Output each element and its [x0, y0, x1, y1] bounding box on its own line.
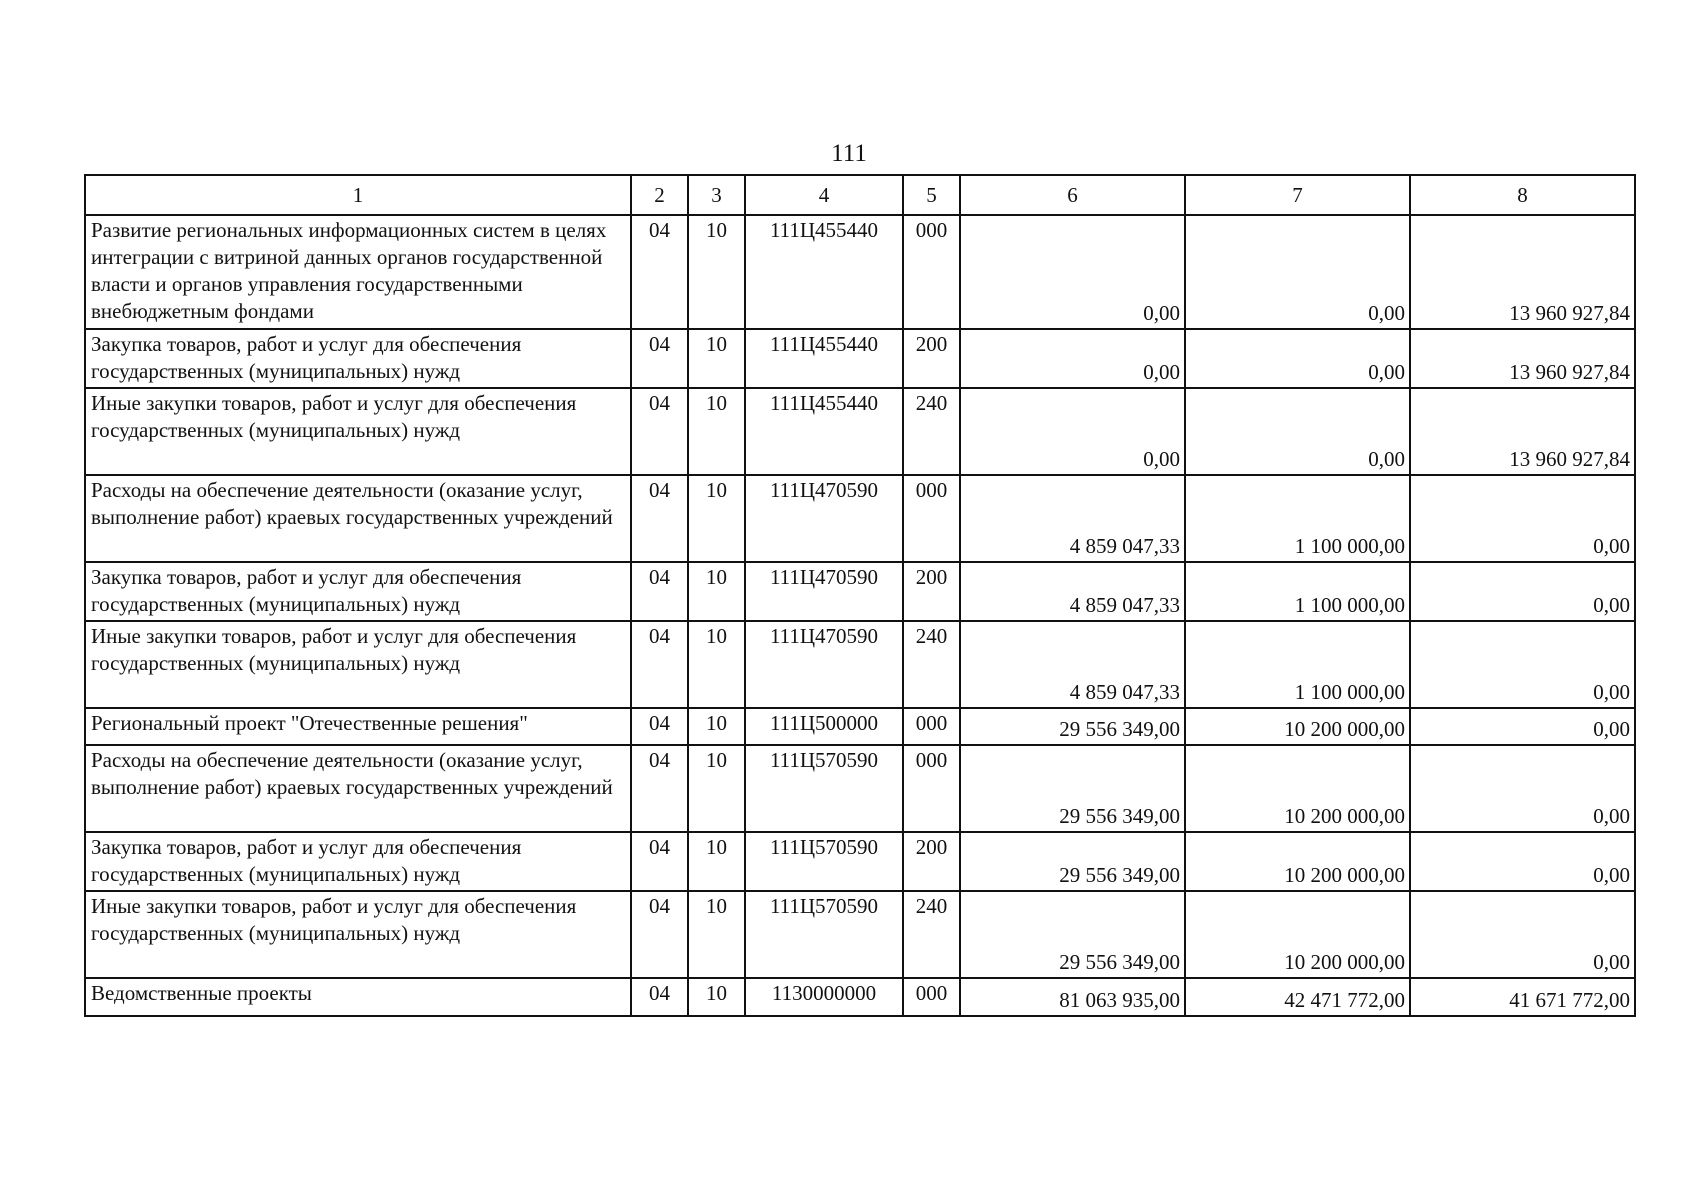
expense-name: Ведомственные проекты [85, 978, 631, 1016]
expense-name: Закупка товаров, работ и услуг для обеспечения государственных (муниципальных) нужд [85, 562, 631, 621]
subsection-code: 10 [688, 562, 745, 621]
amount-col-7: 10 200 000,00 [1185, 832, 1410, 891]
amount-col-6: 81 063 935,00 [960, 978, 1185, 1016]
table-row [85, 978, 1635, 1016]
amount-col-6: 0,00 [960, 329, 1185, 388]
amount-col-8: 0,00 [1410, 475, 1635, 562]
amount-col-8: 0,00 [1410, 891, 1635, 978]
budget-table [84, 174, 1636, 1017]
expense-type-code: 000 [903, 745, 960, 832]
target-article-code: 111Ц570590 [745, 745, 903, 832]
target-article-code: 111Ц470590 [745, 621, 903, 708]
column-number: 2 [631, 175, 688, 215]
table-row [85, 215, 1635, 329]
expense-type-code: 200 [903, 329, 960, 388]
target-article-code: 111Ц455440 [745, 388, 903, 475]
target-article-code: 1130000000 [745, 978, 903, 1016]
subsection-code: 10 [688, 475, 745, 562]
amount-col-8: 41 671 772,00 [1410, 978, 1635, 1016]
column-number: 5 [903, 175, 960, 215]
amount-col-7: 1 100 000,00 [1185, 621, 1410, 708]
amount-col-8: 13 960 927,84 [1410, 388, 1635, 475]
expense-type-code: 000 [903, 215, 960, 329]
expense-name: Расходы на обеспечение деятельности (оказание услуг, выполнение работ) краевых государственных учреждений [85, 745, 631, 832]
column-number: 6 [960, 175, 1185, 215]
section-code: 04 [631, 329, 688, 388]
table-row [85, 832, 1635, 891]
table-row [85, 329, 1635, 388]
amount-col-7: 42 471 772,00 [1185, 978, 1410, 1016]
target-article-code: 111Ц570590 [745, 832, 903, 891]
subsection-code: 10 [688, 745, 745, 832]
column-number: 4 [745, 175, 903, 215]
expense-type-code: 000 [903, 978, 960, 1016]
amount-col-8: 0,00 [1410, 621, 1635, 708]
section-code: 04 [631, 891, 688, 978]
subsection-code: 10 [688, 978, 745, 1016]
subsection-code: 10 [688, 215, 745, 329]
section-code: 04 [631, 832, 688, 891]
section-code: 04 [631, 388, 688, 475]
section-code: 04 [631, 215, 688, 329]
amount-col-6: 29 556 349,00 [960, 708, 1185, 745]
expense-type-code: 240 [903, 388, 960, 475]
expense-name: Иные закупки товаров, работ и услуг для обеспечения государственных (муниципальных) нужд [85, 891, 631, 978]
expense-type-code: 240 [903, 891, 960, 978]
amount-col-6: 29 556 349,00 [960, 745, 1185, 832]
subsection-code: 10 [688, 832, 745, 891]
amount-col-6: 0,00 [960, 215, 1185, 329]
amount-col-8: 0,00 [1410, 562, 1635, 621]
amount-col-6: 4 859 047,33 [960, 475, 1185, 562]
expense-name: Расходы на обеспечение деятельности (оказание услуг, выполнение работ) краевых государственных учреждений [85, 475, 631, 562]
table-row [85, 562, 1635, 621]
amount-col-6: 0,00 [960, 388, 1185, 475]
expense-name: Закупка товаров, работ и услуг для обеспечения государственных (муниципальных) нужд [85, 329, 631, 388]
subsection-code: 10 [688, 388, 745, 475]
target-article-code: 111Ц470590 [745, 562, 903, 621]
amount-col-8: 0,00 [1410, 745, 1635, 832]
table-row [85, 475, 1635, 562]
expense-name: Развитие региональных информационных систем в целях интеграции с витриной данных органов государственной власти и органов управления государственными внебюджетным фондами [85, 215, 631, 329]
target-article-code: 111Ц455440 [745, 329, 903, 388]
expense-type-code: 240 [903, 621, 960, 708]
expense-type-code: 000 [903, 708, 960, 745]
expense-name: Иные закупки товаров, работ и услуг для обеспечения государственных (муниципальных) нужд [85, 621, 631, 708]
target-article-code: 111Ц470590 [745, 475, 903, 562]
section-code: 04 [631, 745, 688, 832]
table-row [85, 891, 1635, 978]
amount-col-7: 10 200 000,00 [1185, 745, 1410, 832]
section-code: 04 [631, 562, 688, 621]
subsection-code: 10 [688, 621, 745, 708]
amount-col-7: 1 100 000,00 [1185, 475, 1410, 562]
amount-col-8: 0,00 [1410, 832, 1635, 891]
amount-col-6: 4 859 047,33 [960, 621, 1185, 708]
section-code: 04 [631, 978, 688, 1016]
table-row [85, 621, 1635, 708]
expense-name: Региональный проект "Отечественные решения" [85, 708, 631, 745]
amount-col-7: 10 200 000,00 [1185, 708, 1410, 745]
amount-col-6: 29 556 349,00 [960, 891, 1185, 978]
expense-name: Закупка товаров, работ и услуг для обеспечения государственных (муниципальных) нужд [85, 832, 631, 891]
section-code: 04 [631, 475, 688, 562]
amount-col-7: 0,00 [1185, 329, 1410, 388]
target-article-code: 111Ц455440 [745, 215, 903, 329]
table-row [85, 388, 1635, 475]
amount-col-6: 29 556 349,00 [960, 832, 1185, 891]
target-article-code: 111Ц570590 [745, 891, 903, 978]
amount-col-8: 0,00 [1410, 708, 1635, 745]
target-article-code: 111Ц500000 [745, 708, 903, 745]
amount-col-8: 13 960 927,84 [1410, 215, 1635, 329]
section-code: 04 [631, 621, 688, 708]
column-number-row [85, 175, 1635, 215]
expense-name: Иные закупки товаров, работ и услуг для обеспечения государственных (муниципальных) нужд [85, 388, 631, 475]
section-code: 04 [631, 708, 688, 745]
column-number: 7 [1185, 175, 1410, 215]
expense-type-code: 200 [903, 832, 960, 891]
expense-type-code: 000 [903, 475, 960, 562]
page-number: 111 [831, 140, 867, 167]
amount-col-8: 13 960 927,84 [1410, 329, 1635, 388]
column-number: 3 [688, 175, 745, 215]
amount-col-7: 10 200 000,00 [1185, 891, 1410, 978]
table-row [85, 708, 1635, 745]
table-row [85, 745, 1635, 832]
expense-type-code: 200 [903, 562, 960, 621]
subsection-code: 10 [688, 329, 745, 388]
subsection-code: 10 [688, 708, 745, 745]
amount-col-6: 4 859 047,33 [960, 562, 1185, 621]
column-number: 8 [1410, 175, 1635, 215]
amount-col-7: 0,00 [1185, 388, 1410, 475]
subsection-code: 10 [688, 891, 745, 978]
column-number: 1 [85, 175, 631, 215]
amount-col-7: 0,00 [1185, 215, 1410, 329]
amount-col-7: 1 100 000,00 [1185, 562, 1410, 621]
